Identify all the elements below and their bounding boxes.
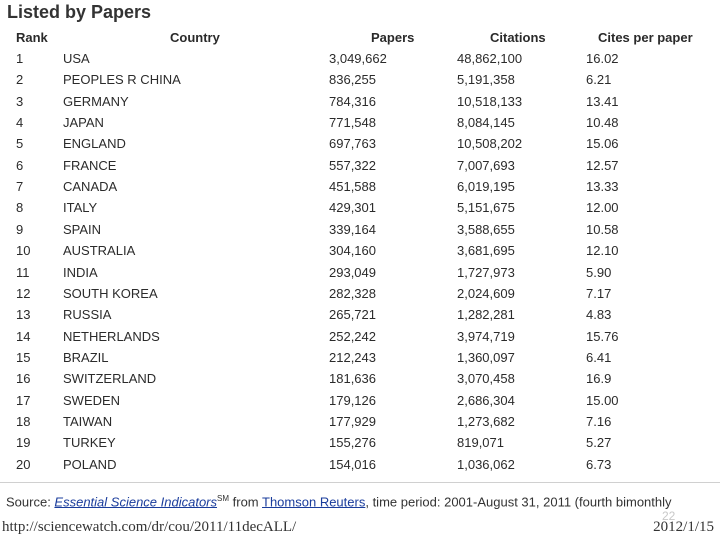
cell-cites-per-paper: 5.90 [586,264,612,280]
header-cites-per-paper: Cites per paper [598,30,693,45]
cell-cites-per-paper: 6.73 [586,456,612,472]
table-row [0,371,720,392]
cell-rank: 8 [16,200,24,216]
table-row [0,350,720,371]
cell-papers: 304,160 [329,243,376,259]
cell-rank: 11 [16,264,30,280]
cell-papers: 282,328 [329,285,376,301]
cell-rank: 6 [16,157,24,173]
cell-cites-per-paper: 13.41 [586,93,619,109]
cell-country: ITALY [63,200,98,216]
cell-citations: 10,508,202 [457,136,523,152]
table-row [0,307,720,328]
cell-citations: 48,862,100 [457,51,523,66]
table-row [0,222,720,243]
cell-cites-per-paper: 12.57 [586,157,619,173]
cell-rank: 19 [16,435,31,451]
cell-citations: 1,727,973 [457,264,515,280]
cell-citations: 5,151,675 [457,200,515,216]
header-rank: Rank [16,30,48,45]
cell-papers: 293,049 [329,264,376,280]
page-title: Listed by Papers [7,2,152,22]
cell-papers: 154,016 [329,456,376,472]
esi-link[interactable]: Essential Science Indicators [54,494,218,510]
cell-citations: 2,686,304 [457,392,515,408]
header-country: Country [170,30,220,45]
cell-papers: 155,276 [329,435,376,451]
cell-papers: 784,316 [329,93,376,109]
source-rest: , time period: 2001-August 31, 2011 (fourth bimonthly [365,494,672,510]
table-row [0,457,720,478]
table-row [0,115,720,136]
cell-rank: 3 [16,93,24,109]
cell-papers: 339,164 [329,221,376,237]
cell-citations: 6,019,195 [457,179,515,195]
cell-cites-per-paper: 6.21 [586,72,612,88]
cell-rank: 16 [16,371,31,387]
cell-rank: 18 [16,413,31,429]
cell-country: RUSSIA [63,307,112,323]
table-row [0,243,720,264]
cell-rank: 5 [16,136,24,152]
table-row [0,414,720,435]
cell-country: NETHERLANDS [63,328,160,344]
cell-cites-per-paper: 13.33 [586,179,619,195]
cell-country: AUSTRALIA [63,243,136,259]
cell-papers: 771,548 [329,115,376,131]
cell-country: ENGLAND [63,136,126,152]
cell-rank: 15 [16,349,31,365]
footer-date: 2012/1/15 [653,519,714,535]
table-row [0,179,720,200]
cell-country: SWITZERLAND [63,371,157,387]
cell-rank: 7 [16,179,24,195]
cell-papers: 3,049,662 [329,51,387,66]
table-row [0,265,720,286]
cell-rank: 13 [16,307,31,323]
table-row [0,435,720,456]
cell-rank: 20 [16,456,31,472]
thomson-reuters-link[interactable]: Thomson Reuters [262,494,366,510]
cell-cites-per-paper: 16.02 [586,51,619,66]
cell-papers: 429,301 [329,200,376,216]
cell-cites-per-paper: 5.27 [586,435,612,451]
cell-papers: 252,242 [329,328,376,344]
cell-rank: 1 [16,51,24,66]
cell-country: SPAIN [63,221,102,237]
cell-cites-per-paper: 7.16 [586,413,612,429]
cell-papers: 265,721 [329,307,376,323]
cell-rank: 14 [16,328,31,344]
cell-rank: 17 [16,392,31,408]
cell-citations: 3,974,719 [457,328,515,344]
cell-papers: 697,763 [329,136,376,152]
cell-papers: 836,255 [329,72,376,88]
cell-country: TURKEY [63,435,116,451]
header-citations: Citations [490,30,546,45]
table-row [0,393,720,414]
cell-citations: 3,070,458 [457,371,515,387]
table-row [0,158,720,179]
source-from: from [229,494,263,510]
cell-cites-per-paper: 15.06 [586,136,619,152]
header-papers: Papers [371,30,415,45]
cell-citations: 5,191,358 [457,72,515,88]
cell-country: BRAZIL [63,349,109,365]
cell-cites-per-paper: 15.76 [586,328,619,344]
cell-country: USA [63,51,90,66]
cell-country: INDIA [63,264,98,280]
cell-cites-per-paper: 6.41 [586,349,612,365]
cell-cites-per-paper: 10.48 [586,115,619,131]
cell-rank: 2 [16,72,24,88]
table-row [0,51,720,72]
cell-papers: 179,126 [329,392,376,408]
cell-citations: 1,282,281 [457,307,515,323]
cell-papers: 212,243 [329,349,376,365]
cell-papers: 177,929 [329,413,376,429]
cell-cites-per-paper: 10.58 [586,221,619,237]
cell-cites-per-paper: 4.83 [586,307,612,323]
cell-rank: 12 [16,285,31,301]
cell-cites-per-paper: 12.00 [586,200,619,216]
cell-papers: 451,588 [329,179,376,195]
source-prefix: Source: [6,494,55,510]
cell-country: FRANCE [63,157,117,173]
cell-rank: 4 [16,115,24,131]
cell-citations: 1,036,062 [457,456,515,472]
cell-citations: 1,360,097 [457,349,515,365]
table-row [0,329,720,350]
cell-cites-per-paper: 15.00 [586,392,619,408]
cell-cites-per-paper: 12.10 [586,243,619,259]
cell-cites-per-paper: 7.17 [586,285,612,301]
cell-papers: 557,322 [329,157,376,173]
cell-rank: 9 [16,221,24,237]
page-number: 22 [662,509,676,523]
esi-sup: SM [217,494,230,503]
table-row [0,136,720,157]
table-row [0,200,720,221]
cell-citations: 3,681,695 [457,243,515,259]
cell-papers: 181,636 [329,371,376,387]
cell-citations: 1,273,682 [457,413,515,429]
cell-citations: 3,588,655 [457,221,515,237]
cell-citations: 819,071 [457,435,504,451]
cell-citations: 7,007,693 [457,157,515,173]
cell-cites-per-paper: 16.9 [586,371,612,387]
footer-url: http://sciencewatch.com/dr/cou/2011/11decALL/ [2,519,297,535]
cell-citations: 2,024,609 [457,285,515,301]
cell-country: POLAND [63,456,117,472]
cell-citations: 8,084,145 [457,115,515,131]
cell-country: GERMANY [63,93,129,109]
cell-country: CANADA [63,179,118,195]
table-header [0,30,720,48]
cell-country: SWEDEN [63,392,121,408]
cell-country: PEOPLES R CHINA [63,72,181,88]
table-row [0,94,720,115]
source-line [6,494,672,509]
table-row [0,72,720,93]
table-row [0,286,720,307]
cell-country: JAPAN [63,115,104,131]
cell-country: SOUTH KOREA [63,285,158,301]
cell-country: TAIWAN [63,413,113,429]
divider [0,482,720,483]
cell-rank: 10 [16,243,31,259]
cell-citations: 10,518,133 [457,93,523,109]
